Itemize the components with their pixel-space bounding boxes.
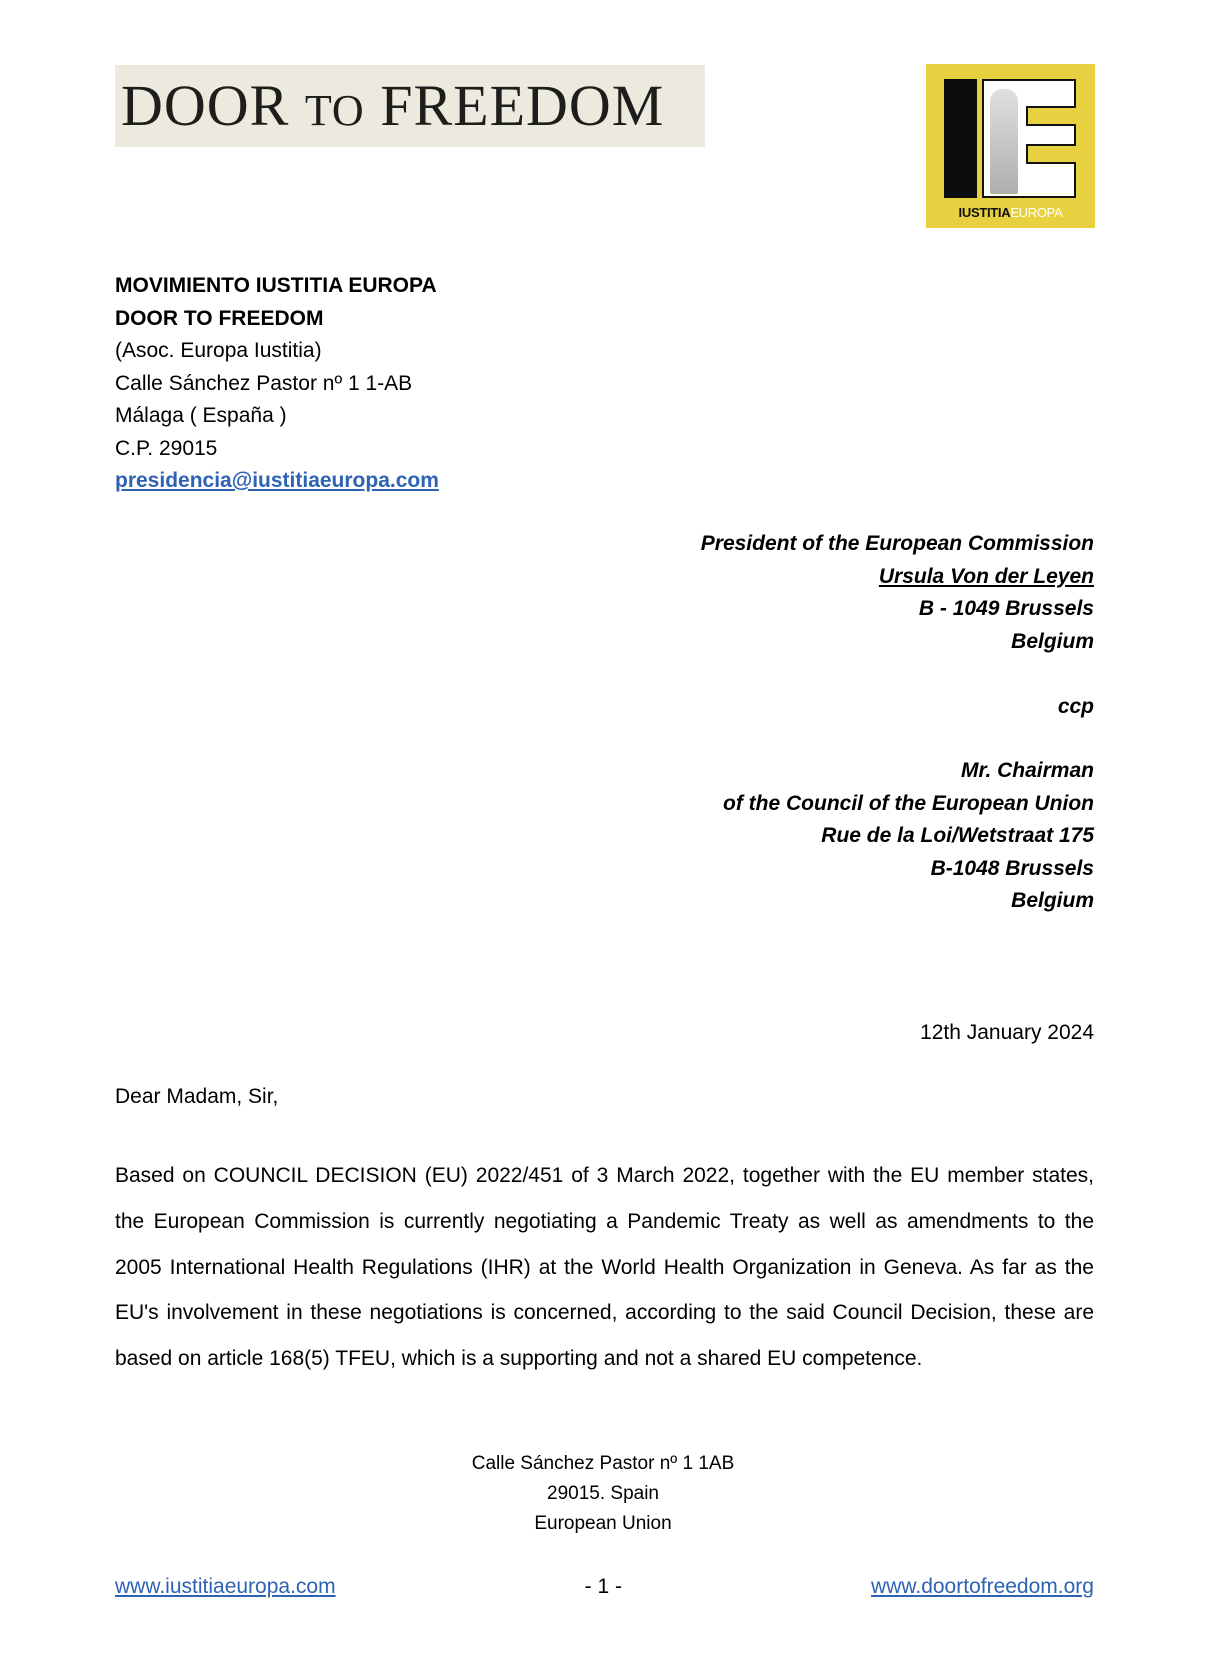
logo-word-freedom: FREEDOM <box>380 73 665 138</box>
sender-street: Calle Sánchez Pastor nº 1 1-AB <box>115 371 413 395</box>
address-footer <box>0 1449 1206 1539</box>
door-to-freedom-logo <box>115 65 705 147</box>
footer-region: European Union <box>534 1513 672 1534</box>
logo-word-to: TO <box>304 86 365 135</box>
logo-word-door: DOOR <box>121 73 290 138</box>
logo-caption: IUSTITIAEUROPA <box>958 205 1063 220</box>
letter-date: 12th January 2024 <box>920 1021 1094 1044</box>
recipient-block <box>701 528 1094 658</box>
ccp-label: ccp <box>1057 695 1094 718</box>
recipient-address: B - 1049 Brussels <box>918 597 1094 620</box>
iustitia-europa-logo <box>926 64 1095 228</box>
page-footer <box>115 1575 1094 1599</box>
recipient-name: Ursula Von der Leyen <box>878 564 1094 588</box>
cc-recipient-block <box>723 755 1094 918</box>
sender-org-name: MOVIMIENTO IUSTITIA EUROPA <box>115 274 437 297</box>
cc-recipient-country: Belgium <box>1011 889 1094 912</box>
body-paragraph: Based on COUNCIL DECISION (EU) 2022/451 of 3 March 2022, together with the EU member states, the European Commission is currently negotiating a Pandemic Treaty as well as amendments to the 2005 International Health Regulations (IHR) at the World Health Organization in Geneva. As far as the EU's involvement in these negotiations is concerned, according to the said Council Decision, these are based on article 168(5) TFEU, which is a supporting and not a shared EU competence. <box>115 1164 1094 1371</box>
sender-block <box>115 270 439 498</box>
recipient-country: Belgium <box>1011 629 1094 653</box>
sender-email-link[interactable]: presidencia@iustitiaeuropa.com <box>115 469 439 492</box>
cc-recipient-org: of the Council of the European Union <box>723 791 1094 815</box>
footer-street: Calle Sánchez Pastor nº 1 1AB <box>471 1453 735 1474</box>
sender-org-subname: DOOR TO FREEDOM <box>115 306 324 330</box>
footer-link-iustitiaeuropa[interactable]: www.iustitiaeuropa.com <box>115 1575 336 1598</box>
recipient-title: President of the European Commission <box>700 532 1094 555</box>
logo-letter-i-bar <box>944 79 977 198</box>
cc-recipient-street: Rue de la Loi/Wetstraat 175 <box>821 824 1094 847</box>
logo-letter-e <box>982 79 1076 198</box>
footer-postal: 29015. Spain <box>547 1483 659 1504</box>
lady-justice-statue-icon <box>990 89 1018 194</box>
sender-city: Málaga ( España ) <box>115 404 287 427</box>
page-number: - 1 - <box>584 1575 622 1598</box>
footer-link-doortofreedom[interactable]: www.doortofreedom.org <box>871 1575 1094 1598</box>
sender-postal-code: C.P. 29015 <box>115 436 218 460</box>
greeting: Dear Madam, Sir, <box>115 1085 279 1108</box>
cc-recipient-address: B-1048 Brussels <box>930 856 1094 880</box>
sender-association: (Asoc. Europa Iustitia) <box>115 339 322 362</box>
cc-recipient-title: Mr. Chairman <box>960 759 1094 782</box>
